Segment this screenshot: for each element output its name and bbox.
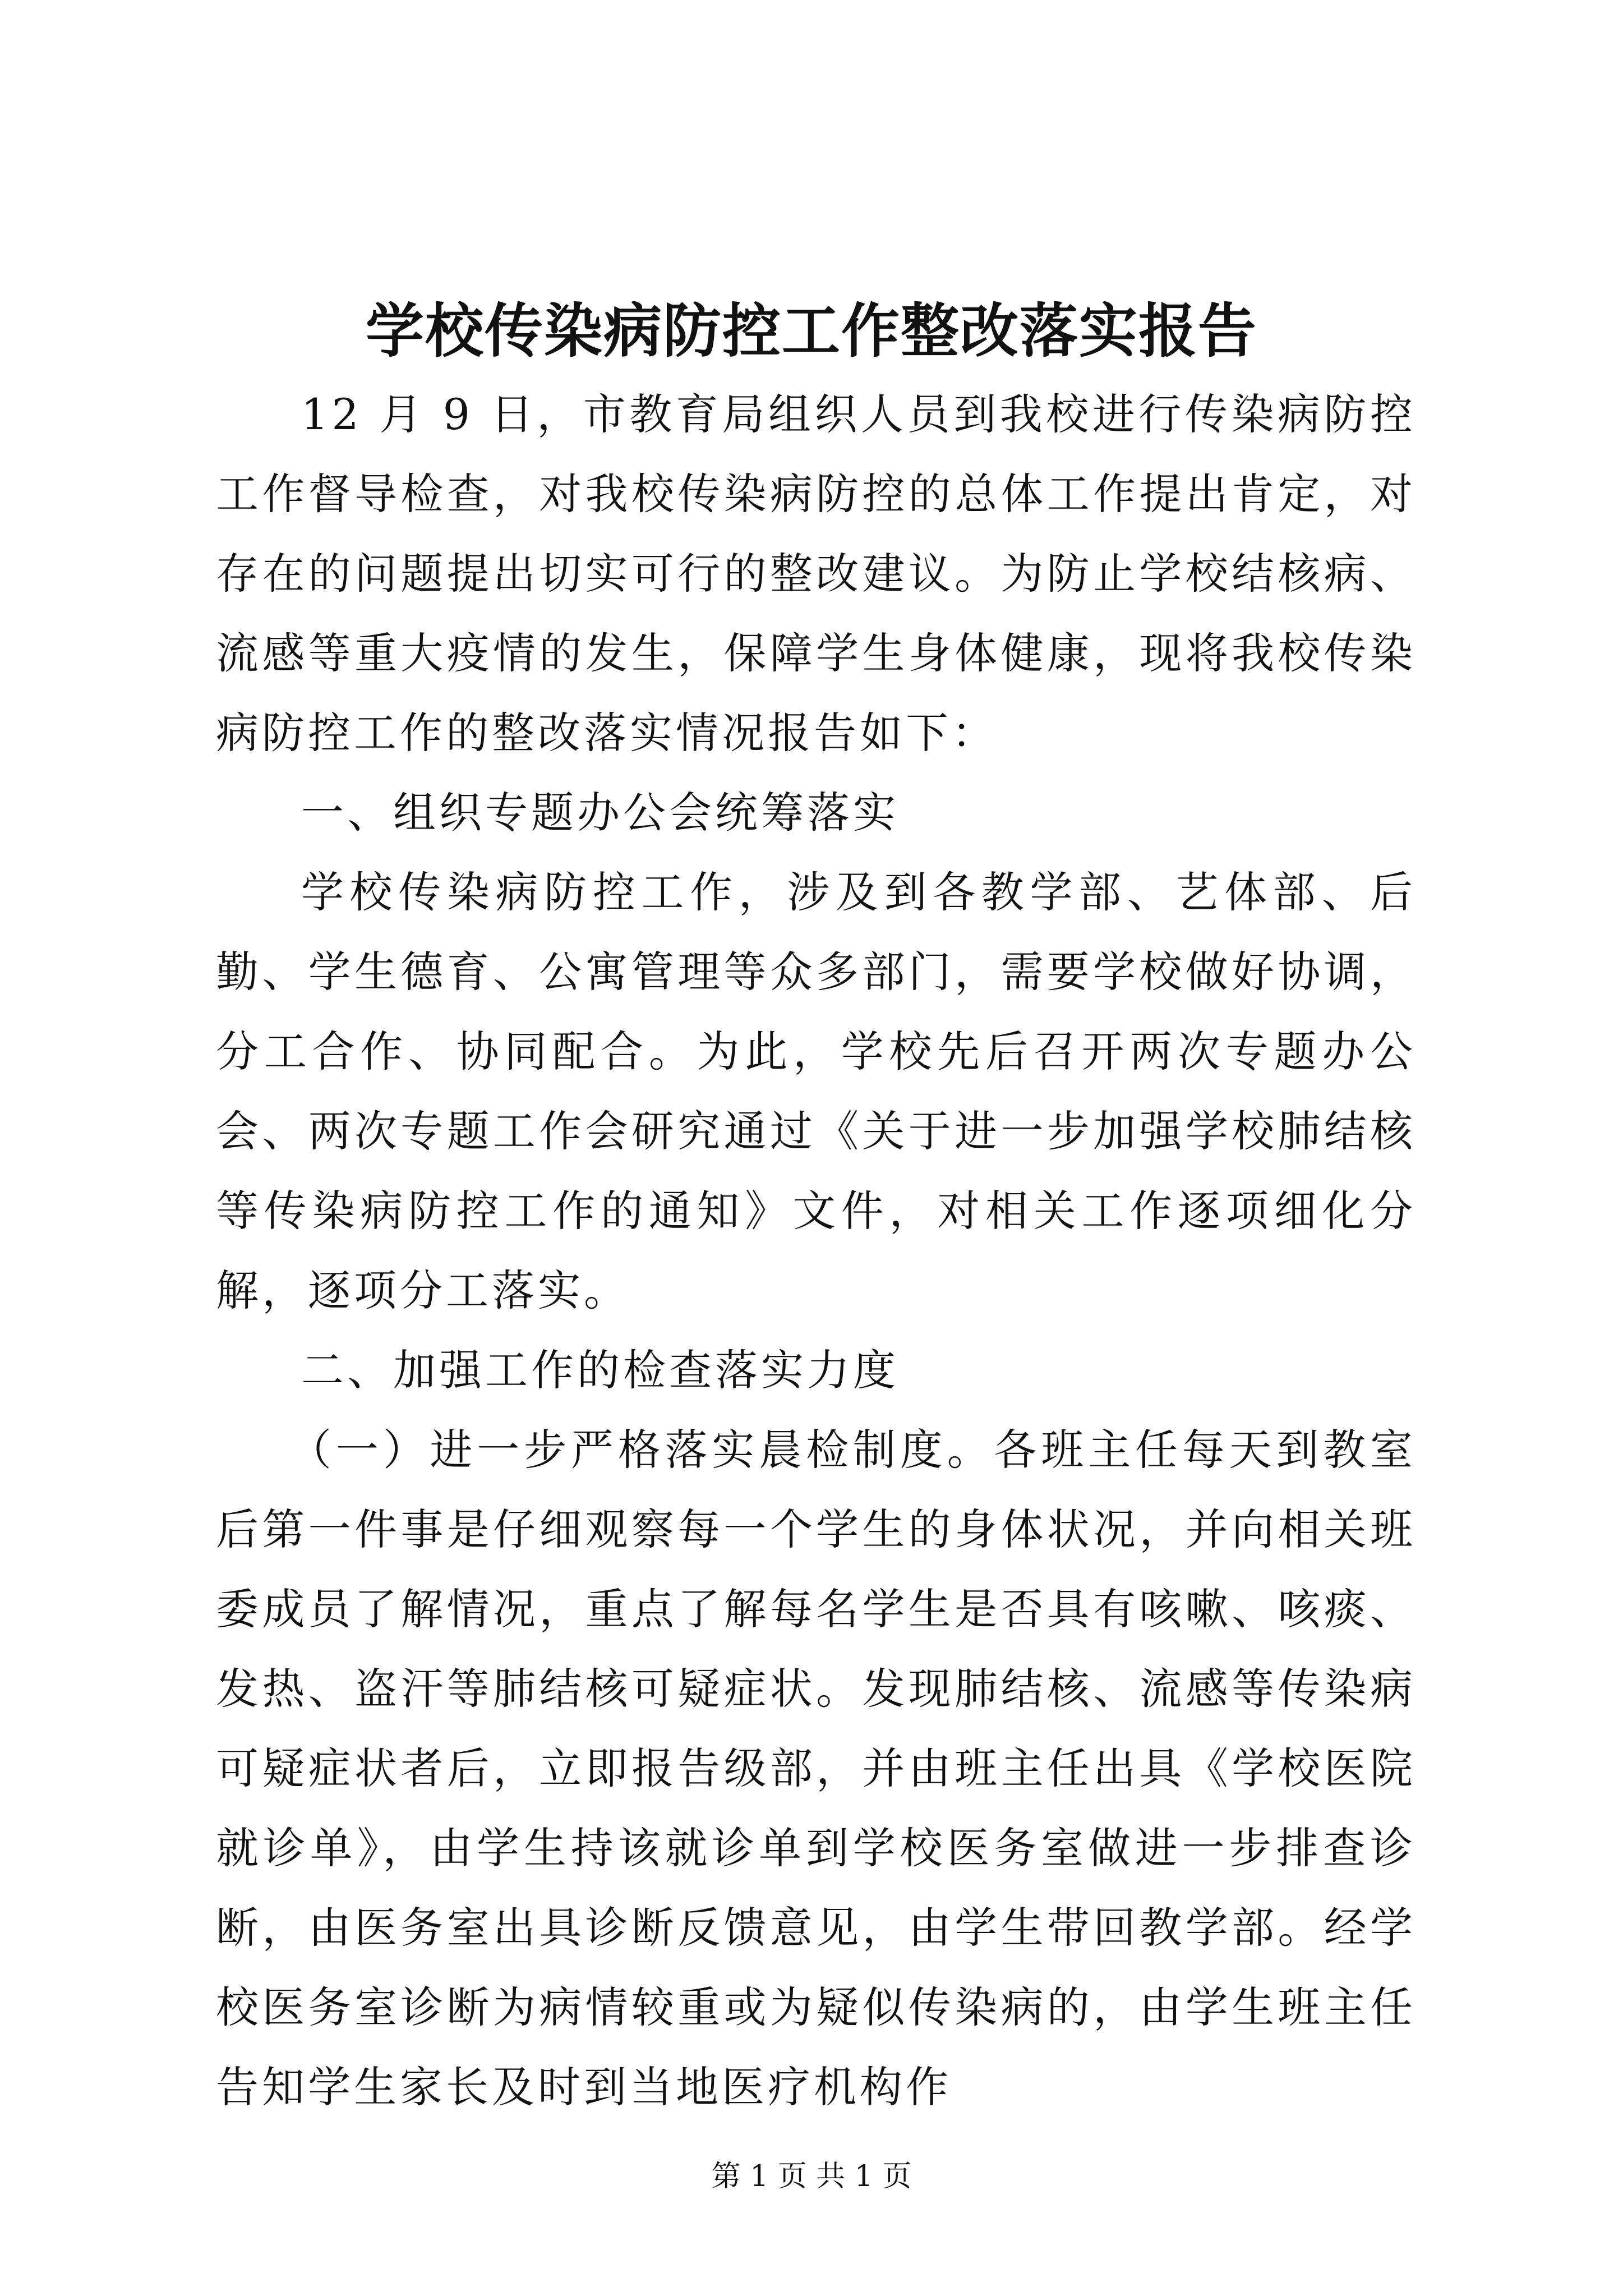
document-title: 学校传染病防控工作整改落实报告 — [365, 296, 1257, 365]
intro-paragraph: 12 月 9 日，市教育局组织人员到我校进行传染病防控工作督导检查，对我校传染病防控的总体工作提出肯定，对存在的问题提出切实可行的整改建议。为防止学校结核病、流感等重大疫情的发生，保障学生身体健康，现将我校传染病防控工作的整改落实情况报告如下： — [216, 389, 1416, 758]
section-heading-1: 一、组织专题办公会统筹落实 — [301, 788, 899, 838]
document-body — [216, 375, 1416, 2127]
section-heading-2: 二、加强工作的检查落实力度 — [301, 1345, 899, 1395]
section-1-paragraph: 学校传染病防控工作，涉及到各教学部、艺体部、后勤、学生德育、公寓管理等众多部门，需要学校做好协调，分工合作、协同配合。为此，学校先后召开两次专题办公会、两次专题工作会研究通过《关于进一步加强学校肺结核等传染病防控工作的通知》文件，对相关工作逐项细化分解，逐项分工落实。 — [216, 867, 1416, 1315]
page-footer: 第 1 页 共 1 页 — [711, 2160, 912, 2193]
section-2-item-1-paragraph: （一）进一步严格落实晨检制度。各班主任每天到教室后第一件事是仔细观察每一个学生的身体状况，并向相关班委成员了解情况，重点了解每名学生是否具有咳嗽、咳痰、发热、盗汗等肺结核可疑症状。发现肺结核、流感等传染病可疑症状者后，立即报告级部，并由班主任出具《学校医院就诊单》，由学生持该就诊单到学校医务室做进一步排查诊断，由医务室出具诊断反馈意见，由学生带回教学部。经学校医务室诊断为病情较重或为疑似传染病的，由学生班主任告知学生家长及时到当地医疗机构作 — [216, 1425, 1416, 2112]
